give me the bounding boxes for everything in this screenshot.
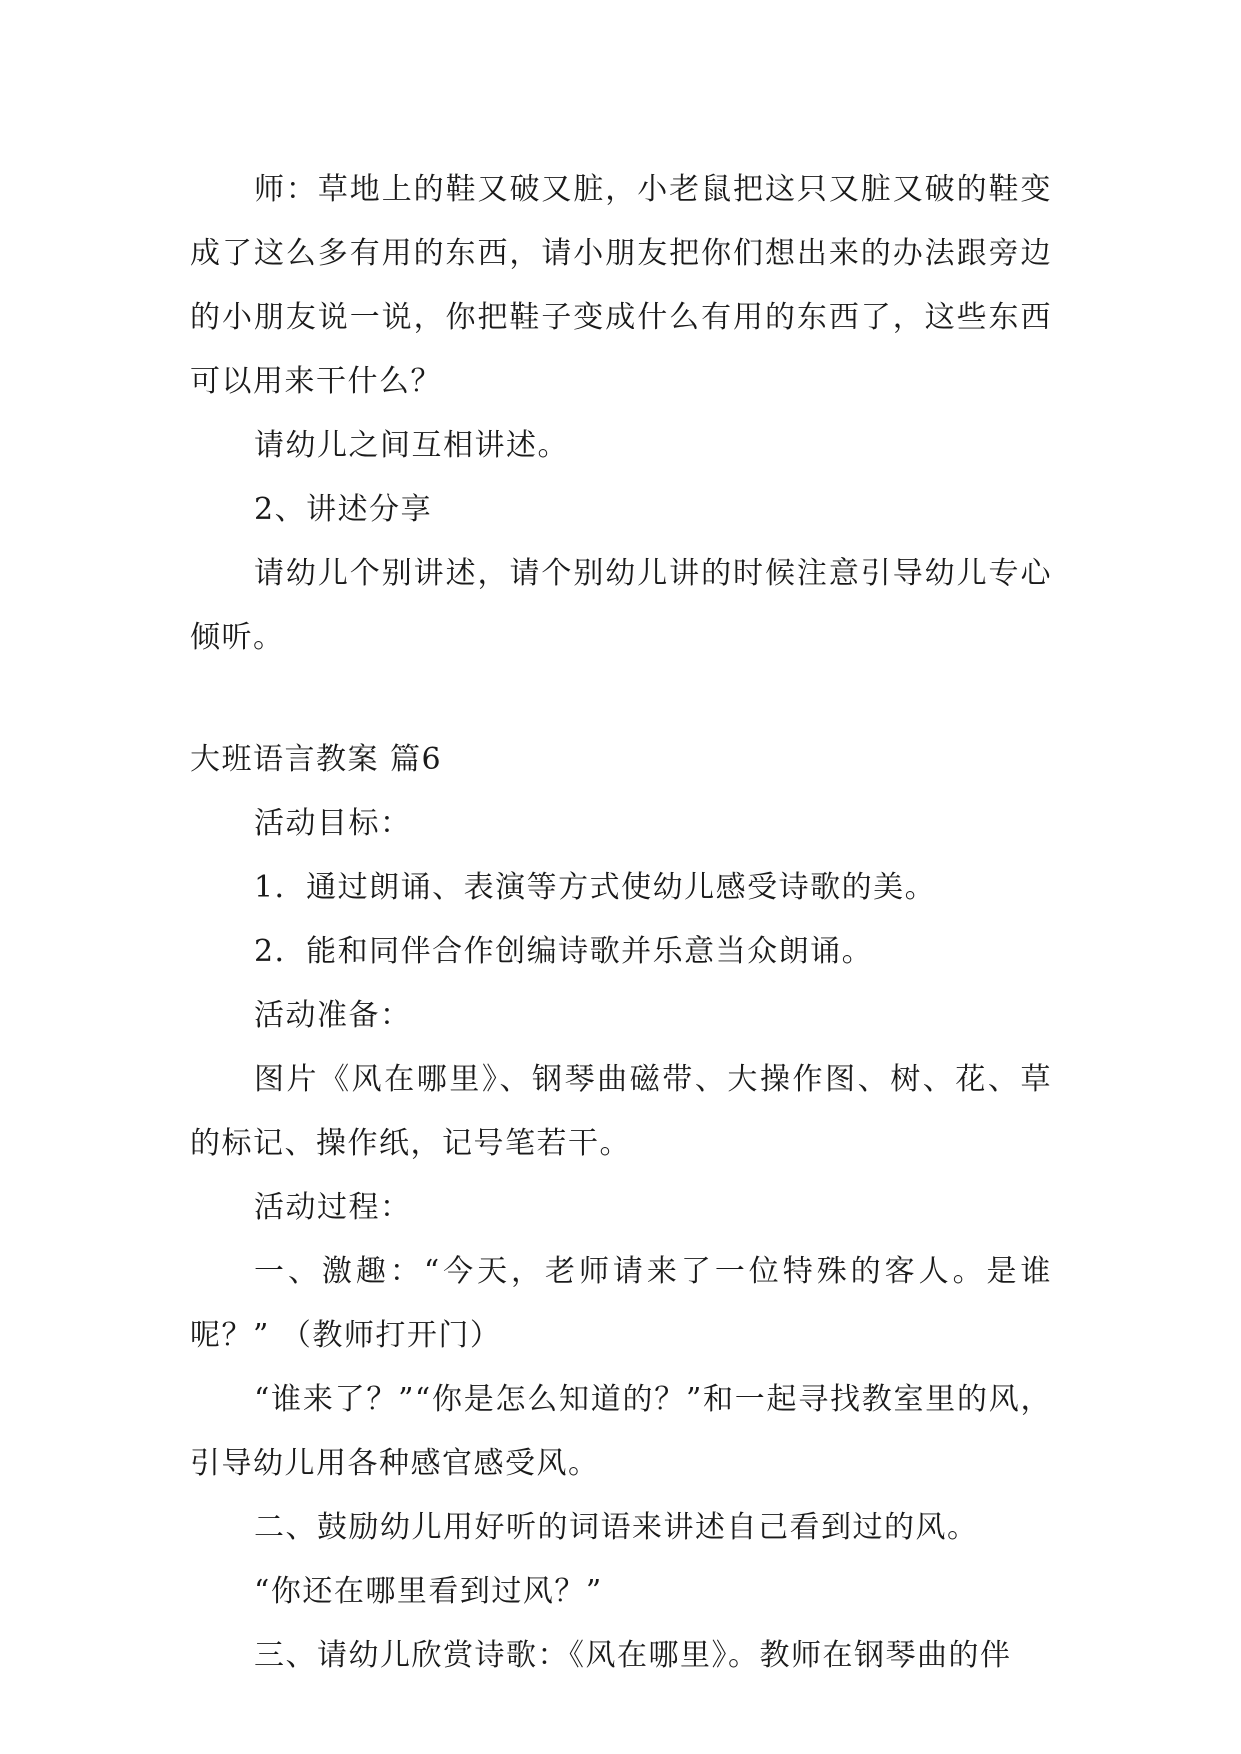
section-title: 大班语言教案 篇6	[190, 742, 443, 777]
section-gap	[190, 670, 1052, 728]
paragraph: “你还在哪里看到过风？”	[254, 1574, 603, 1609]
paragraph: 活动准备：	[254, 998, 412, 1033]
paragraph: 一、激趣：“今天，老师请来了一位特殊的客人。是谁呢？” （教师打开门）	[190, 1254, 1052, 1353]
paragraph: 1．通过朗诵、表演等方式使幼儿感受诗歌的美。	[254, 870, 937, 905]
paragraph: 师：草地上的鞋又破又脏，小老鼠把这只又脏又破的鞋变成了这么多有用的东西，请小朋友把你们想出来的办法跟旁边的小朋友说一说，你把鞋子变成什么有用的东西了，这些东西可以用来干什么？	[190, 172, 1052, 399]
paragraph: 二、鼓励幼儿用好听的词语来讲述自己看到过的风。	[254, 1510, 979, 1545]
paragraph: 请幼儿个别讲述，请个别幼儿讲的时候注意引导幼儿专心倾听。	[190, 556, 1052, 655]
paragraph: 请幼儿之间互相讲述。	[254, 428, 569, 463]
paragraph: 图片《风在哪里》、钢琴曲磁带、大操作图、树、花、草的标记、操作纸，记号笔若干。	[190, 1062, 1052, 1161]
paragraph: 三、请幼儿欣赏诗歌：《风在哪里》。教师在钢琴曲的伴	[254, 1638, 1012, 1673]
paragraph: 活动过程：	[254, 1190, 412, 1225]
paragraph: 2、讲述分享	[254, 492, 433, 527]
paragraph: 2．能和同伴合作创编诗歌并乐意当众朗诵。	[254, 934, 874, 969]
paragraph: “谁来了？”“你是怎么知道的？”和一起寻找教室里的风，引导幼儿用各种感官感受风。	[190, 1382, 1052, 1481]
document-body	[190, 158, 1052, 1688]
paragraph: 活动目标：	[254, 806, 412, 841]
